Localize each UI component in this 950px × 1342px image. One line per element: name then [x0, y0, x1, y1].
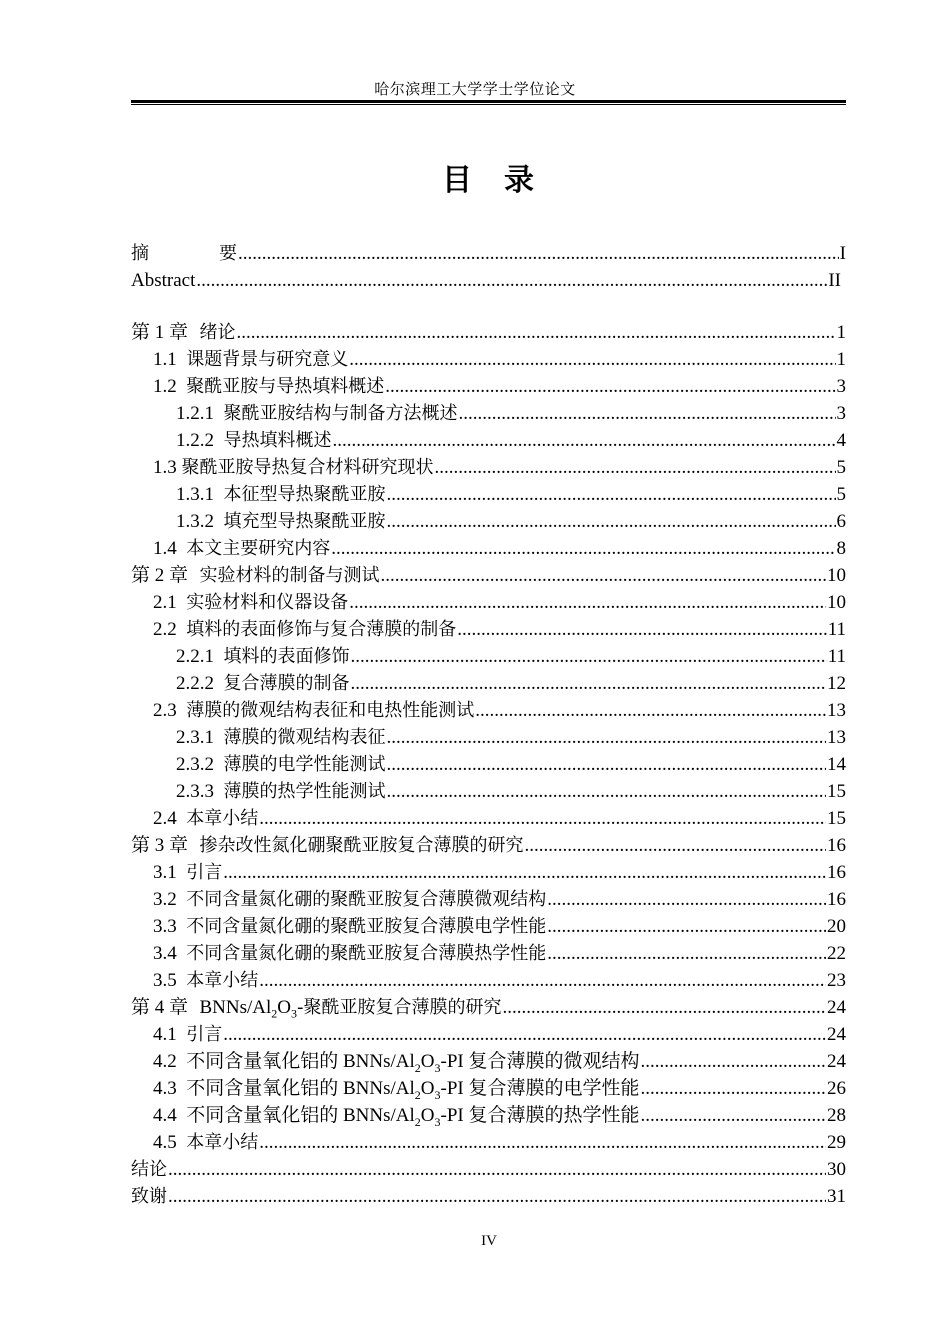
toc-entry-number: 第 3 章 — [131, 835, 189, 856]
leader-dots — [457, 617, 826, 643]
toc-entry-label: -聚酰亚胺复合薄膜的研究 — [297, 997, 502, 1018]
toc-entry-label: 摘 — [131, 243, 149, 264]
toc-entry-number: 2.2.2 — [176, 673, 214, 694]
toc-entry[interactable] — [131, 455, 846, 481]
toc-entry[interactable] — [131, 671, 846, 697]
leader-dots — [168, 1157, 826, 1183]
toc-entry-label: O — [420, 1078, 435, 1099]
toc-entry-number: 1.2.1 — [176, 403, 214, 424]
toc-entry-label: 复合薄膜的制备 — [223, 673, 350, 694]
leader-dots — [387, 779, 827, 805]
toc-entry-subscript: 3 — [291, 1006, 297, 1021]
toc-entry-label: 本征型导热聚酰亚胺 — [223, 484, 386, 505]
toc-entry-label: O — [420, 1105, 435, 1126]
toc-entry[interactable] — [131, 806, 846, 832]
leader-dots — [503, 995, 827, 1021]
leader-dots — [351, 671, 827, 697]
toc-entry-page: 5 — [836, 457, 846, 478]
leader-dots — [547, 887, 826, 913]
toc-entry[interactable] — [131, 401, 846, 427]
toc-entry[interactable] — [131, 914, 846, 940]
toc-entry-label: 绪论 — [199, 322, 236, 343]
toc-entry-label: 聚酰亚胺结构与制备方法概述 — [223, 403, 458, 424]
toc-entry[interactable] — [131, 833, 846, 859]
toc-entry-label: 薄膜的电学性能测试 — [223, 754, 386, 775]
running-header: 哈尔滨理工大学学士学位论文 — [374, 82, 576, 98]
toc-entry[interactable] — [131, 1184, 846, 1210]
toc-entry-number: 2.3.2 — [176, 754, 214, 775]
leader-dots — [435, 455, 836, 481]
toc-entry-subscript: 3 — [434, 1114, 441, 1129]
toc-entry-number: 4.1 — [153, 1024, 177, 1045]
toc-entry-label: -PI 复合薄膜的热学性能 — [440, 1105, 640, 1126]
toc-entry-subscript: 2 — [414, 1087, 421, 1102]
toc-entry[interactable] — [131, 860, 846, 886]
toc-entry[interactable] — [131, 1130, 846, 1156]
leader-dots — [387, 725, 827, 751]
toc-entry[interactable] — [131, 644, 846, 670]
page-number: IV — [481, 1233, 497, 1249]
toc-entry-number: 2.2 — [153, 619, 177, 640]
toc-entry-number: 4.4 — [153, 1105, 177, 1126]
toc-entry-page: 14 — [827, 754, 846, 775]
toc-entry[interactable] — [131, 725, 846, 751]
toc-entry-page: 15 — [827, 781, 846, 802]
toc-entry[interactable] — [131, 968, 846, 994]
toc-entry-abstract-en[interactable] — [131, 268, 846, 294]
toc-entry-label: 薄膜的微观结构表征和电热性能测试 — [186, 700, 475, 721]
toc-entry-page: 5 — [836, 484, 846, 505]
leader-dots — [524, 833, 826, 859]
toc-entry[interactable] — [131, 536, 846, 562]
leader-dots — [385, 374, 835, 400]
leader-dots — [380, 563, 826, 589]
toc-entry-label: 填料的表面修饰 — [223, 646, 350, 667]
toc-entry-page: 12 — [827, 673, 846, 694]
toc-entry[interactable] — [131, 1076, 846, 1102]
toc-entry[interactable] — [131, 482, 846, 508]
toc-entry[interactable] — [131, 347, 846, 373]
toc-entry-number: 第 2 章 — [131, 565, 189, 586]
leader-dots — [223, 1022, 826, 1048]
toc-entry-label: 不同含量氧化铝的 BNNs/Al — [186, 1078, 415, 1099]
toc-entry[interactable] — [131, 1157, 846, 1183]
toc-entry-page: 23 — [827, 970, 846, 991]
toc-entry-number: 第 4 章 — [131, 997, 189, 1018]
toc-entry-subscript: 2 — [414, 1114, 421, 1129]
toc-entry-number: 2.3.3 — [176, 781, 214, 802]
toc-entry[interactable] — [131, 1103, 846, 1129]
toc-entry[interactable] — [131, 509, 846, 535]
toc-entry-page: 20 — [827, 916, 846, 937]
leader-dots — [547, 914, 826, 940]
toc-entry-subscript: 2 — [271, 1006, 278, 1021]
leader-dots — [236, 320, 835, 346]
toc-entry-number: 4.3 — [153, 1078, 177, 1099]
leader-dots — [547, 941, 826, 967]
toc-entry-page: 24 — [827, 997, 846, 1018]
toc-entry-number: 1.1 — [153, 349, 177, 370]
toc-entry-page: 10 — [827, 565, 846, 586]
toc-entry-number: 4.2 — [153, 1051, 177, 1072]
leader-dots — [387, 482, 836, 508]
leader-dots — [349, 347, 835, 373]
toc-entry-label: -PI 复合薄膜的微观结构 — [440, 1051, 640, 1072]
toc-entry-label: BNNs/Al — [199, 997, 272, 1018]
toc-entry-label: 实验材料和仪器设备 — [186, 592, 349, 613]
toc-entry[interactable] — [131, 617, 846, 643]
leader-dots — [259, 806, 826, 832]
leader-dots — [259, 1130, 826, 1156]
toc-entry-page: 22 — [827, 943, 846, 964]
toc-entry-page: 24 — [827, 1024, 846, 1045]
leader-dots — [238, 241, 839, 267]
toc-entry-label: 课题背景与研究意义 — [186, 349, 349, 370]
toc-entry-label: 本章小结 — [186, 970, 259, 991]
toc-entry-page: II — [828, 270, 841, 291]
toc-entry-label: 聚酰亚胺与导热填料概述 — [186, 376, 385, 397]
toc-entry-label: 本文主要研究内容 — [186, 538, 331, 559]
toc-entry[interactable] — [131, 563, 846, 589]
leader-dots — [641, 1103, 826, 1129]
toc-entry-page: 11 — [827, 646, 846, 667]
toc-title-part2: 录 — [504, 163, 536, 198]
toc-entry-label: -PI 复合薄膜的电学性能 — [440, 1078, 640, 1099]
toc-entry-number: 2.3.1 — [176, 727, 214, 748]
header-rule-thick — [131, 100, 846, 103]
toc-entry-number: 1.2 — [153, 376, 177, 397]
toc-entry-label: 导热填料概述 — [223, 430, 332, 451]
toc-entry[interactable] — [131, 590, 846, 616]
toc-entry[interactable] — [131, 887, 846, 913]
toc-entry[interactable] — [131, 779, 846, 805]
toc-title-part1: 目 — [442, 163, 474, 198]
toc-entry-number: 1.3.1 — [176, 484, 214, 505]
toc-entry-label: 掺杂改性氮化硼聚酰亚胺复合薄膜的研究 — [199, 835, 524, 856]
toc-entry-number: 1.3.2 — [176, 511, 214, 532]
toc-entry-label: 本章小结 — [186, 808, 259, 829]
toc-entry-label: 结论 — [131, 1159, 167, 1180]
toc-entry-page: 31 — [827, 1186, 846, 1207]
toc-entry-page: 8 — [836, 538, 846, 559]
toc-entry-page: 24 — [827, 1051, 846, 1072]
toc-entry-label: 不同含量氧化铝的 BNNs/Al — [186, 1051, 415, 1072]
leader-dots — [349, 590, 826, 616]
toc-entry-label: 不同含量氮化硼的聚酰亚胺复合薄膜微观结构 — [186, 889, 547, 910]
toc-entry-label: 不同含量氮化硼的聚酰亚胺复合薄膜电学性能 — [186, 916, 547, 937]
toc-entry[interactable] — [131, 428, 846, 454]
toc-entry-number: 4.5 — [153, 1132, 177, 1153]
toc-entry-page: 28 — [827, 1105, 846, 1126]
toc-entry-label: 实验材料的制备与测试 — [199, 565, 380, 586]
toc-entry[interactable] — [131, 698, 846, 724]
toc-entry-label: O — [420, 1051, 435, 1072]
toc-entry-label: 致谢 — [131, 1186, 167, 1207]
toc-entry-label: 要 — [219, 243, 237, 264]
toc-entry-number: 3.1 — [153, 862, 177, 883]
leader-dots — [641, 1076, 826, 1102]
leader-dots — [223, 860, 826, 886]
toc-entry-subscript: 2 — [414, 1060, 421, 1075]
toc-entry-number: 3.4 — [153, 943, 177, 964]
toc-entry-number: 1.4 — [153, 538, 177, 559]
toc-entry[interactable] — [131, 1049, 846, 1075]
toc-entry-page: 1 — [836, 322, 846, 343]
toc-entry-number: 2.2.1 — [176, 646, 214, 667]
toc-entry-label: Abstract — [131, 270, 196, 291]
toc-entry-label: 本章小结 — [186, 1132, 259, 1153]
leader-dots — [196, 268, 827, 294]
toc-entry[interactable] — [131, 995, 846, 1021]
leader-dots — [351, 644, 827, 670]
toc-entry-page: 16 — [827, 862, 846, 883]
toc-entry-label: 引言 — [186, 862, 223, 883]
toc-entry-page: 29 — [827, 1132, 846, 1153]
toc-entry-label: 薄膜的微观结构表征 — [223, 727, 386, 748]
toc-entry-label: 填料的表面修饰与复合薄膜的制备 — [186, 619, 457, 640]
toc-entry-number: 3.2 — [153, 889, 177, 910]
toc-entry[interactable] — [131, 752, 846, 778]
toc-entry-subscript: 3 — [434, 1060, 441, 1075]
leader-dots — [475, 698, 826, 724]
leader-dots — [333, 428, 836, 454]
toc-entry-page: 13 — [827, 700, 846, 721]
leader-dots — [459, 401, 836, 427]
toc-entry-page: 15 — [827, 808, 846, 829]
toc-entry[interactable] — [131, 941, 846, 967]
toc-entry-number: 3.3 — [153, 916, 177, 937]
toc-entry-page: 3 — [836, 376, 846, 397]
toc-entry-page: 26 — [827, 1078, 846, 1099]
toc-title — [0, 155, 950, 199]
toc-entry-page: 10 — [827, 592, 846, 613]
toc-entry-number: 3.5 — [153, 970, 177, 991]
toc-entry-subscript: 3 — [434, 1087, 441, 1102]
toc-entry-page: 4 — [836, 430, 846, 451]
toc-entry-number: 1.2.2 — [176, 430, 214, 451]
toc-entry-page: 30 — [827, 1159, 846, 1180]
toc-entry-page: 13 — [827, 727, 846, 748]
toc-entry-label: 不同含量氧化铝的 BNNs/Al — [186, 1105, 415, 1126]
toc-entry-number: 2.3 — [153, 700, 177, 721]
toc-entry-page: 16 — [827, 889, 846, 910]
leader-dots — [387, 509, 836, 535]
toc-entry-label: O — [277, 997, 291, 1018]
toc-entry-abstract-cn[interactable] — [131, 241, 846, 267]
toc-entry-label: 薄膜的热学性能测试 — [223, 781, 386, 802]
toc-entry-page: 16 — [827, 835, 846, 856]
toc-entry-page: I — [839, 243, 846, 264]
toc-entry-label: 不同含量氮化硼的聚酰亚胺复合薄膜热学性能 — [186, 943, 547, 964]
leader-dots — [331, 536, 835, 562]
leader-dots — [168, 1184, 826, 1210]
toc-entry-number: 1.3 — [153, 457, 177, 478]
toc-entry[interactable] — [131, 320, 846, 346]
toc-entry-label: 引言 — [186, 1024, 223, 1045]
toc-entry-number: 2.1 — [153, 592, 177, 613]
toc-entry-number: 2.4 — [153, 808, 177, 829]
toc-entry-label: 聚酰亚胺导热复合材料研究现状 — [181, 457, 434, 478]
toc-entry-page: 6 — [836, 511, 846, 532]
toc-entry[interactable] — [131, 374, 846, 400]
toc-entry-label: 填充型导热聚酰亚胺 — [223, 511, 386, 532]
toc-entry-page: 3 — [836, 403, 846, 424]
leader-dots — [259, 968, 826, 994]
toc-entry-number: 第 1 章 — [131, 322, 189, 343]
toc-entry-page: 11 — [827, 619, 846, 640]
leader-dots — [641, 1049, 826, 1075]
toc-entry-page: 1 — [836, 349, 846, 370]
leader-dots — [387, 752, 827, 778]
toc-entry[interactable] — [131, 1022, 846, 1048]
header-rule-thin — [131, 104, 846, 105]
